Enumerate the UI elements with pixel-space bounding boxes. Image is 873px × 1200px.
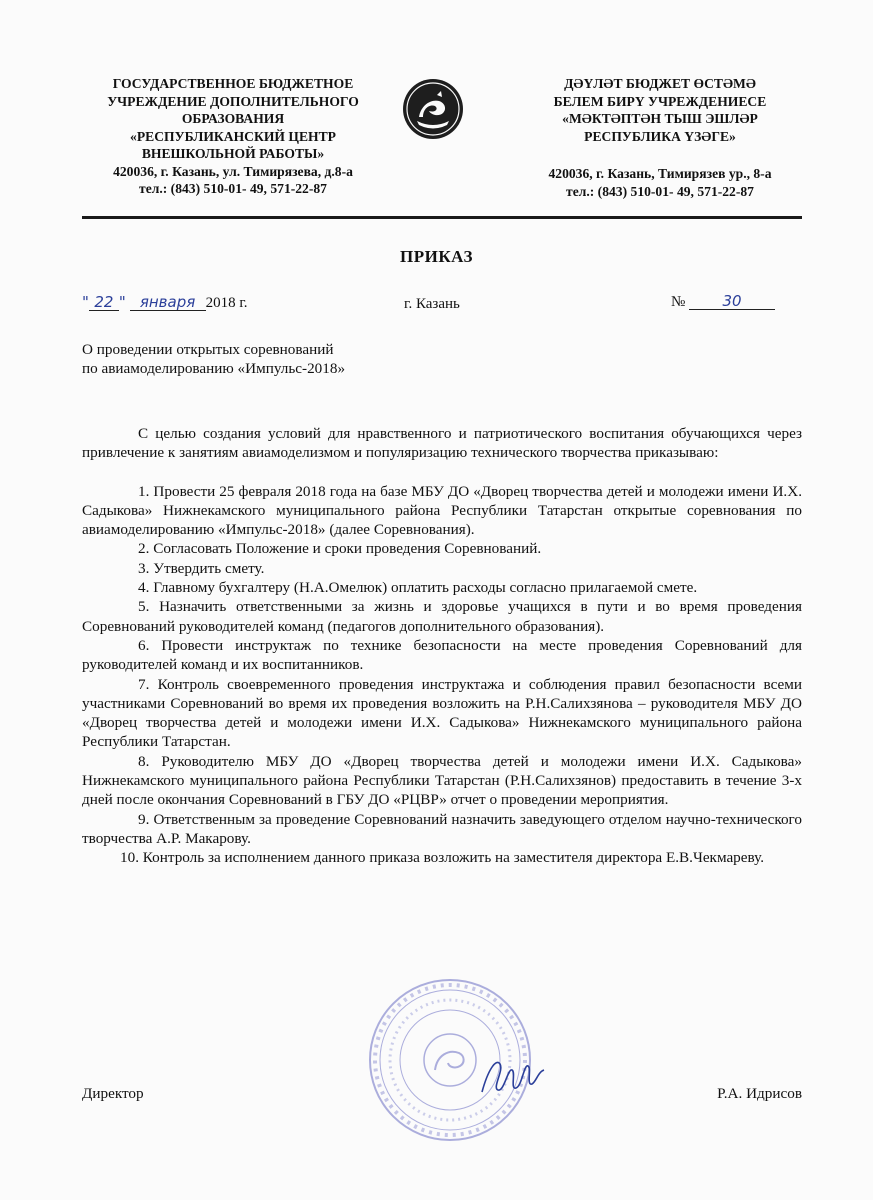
order-item: 1. Провести 25 февраля 2018 года на базе МБУ ДО «Дворец творчества детей и молодежи имени И.Х. Садыкова» Нижнекамского муниципального района Республики Татарстан открытые соревнования по авиамоделированию «Импульс-2018» (далее Соревнования). xyxy=(82,482,802,539)
order-item: 6. Провести инструктаж по технике безопасности на месте проведения Соревнований для руководителей команд и их воспитанников. xyxy=(82,636,802,674)
order-item: 5. Назначить ответственными за жизнь и здоровье учащихся в пути и во время проведения Соревнований руководителей команд (педагогов дополнительного образования). xyxy=(82,598,802,635)
date-quote-open: " xyxy=(82,293,89,311)
header-divider xyxy=(82,216,802,219)
subject-line: по авиамоделированию «Импульс-2018» xyxy=(82,360,346,377)
header-left-org xyxy=(78,75,388,198)
order-date xyxy=(82,293,248,312)
document-title: ПРИКАЗ xyxy=(400,247,473,266)
org-name-line: РЕСПУБЛИКА ҮЗӘГЕ» xyxy=(584,128,736,144)
org-phone: тел.: (843) 510-01- 49, 571-22-87 xyxy=(139,181,327,196)
signer-name: Р.А. Идрисов xyxy=(717,1085,802,1102)
order-item: 8. Руководителю МБУ ДО «Дворец творчества детей и молодежи имени И.Х. Садыкова» Нижнекамского муниципального района Республики Татарстан (Р.Н.Салихзянов) предоставить в течение 3-х дней после окончания Соревнований в ГБУ ДО «РЦВР» отчет о проведении мероприятия. xyxy=(82,752,802,809)
director-signature-icon xyxy=(478,1050,548,1100)
org-name-line: «РЕСПУБЛИКАНСКИЙ ЦЕНТР xyxy=(130,128,336,144)
org-name-line: БЕЛЕМ БИРҮ УЧРЕЖДЕНИЕСЕ xyxy=(553,93,767,109)
order-item: 10. Контроль за исполнением данного приказа возложить на заместителя директора Е.В.Чекмареву. xyxy=(120,849,765,867)
order-item: 9. Ответственным за проведение Соревнований назначить заведующего отделом научно-технического творчества А.Р. Макарову. xyxy=(82,810,802,847)
order-city: г. Казань xyxy=(404,296,460,312)
date-quote-close: " xyxy=(118,293,126,311)
date-year: 2018 г. xyxy=(205,295,248,311)
date-day: 22 xyxy=(89,295,119,311)
order-subject xyxy=(82,340,345,378)
subject-line: О проведении открытых соревнований xyxy=(82,341,334,358)
date-month: января xyxy=(130,295,206,311)
order-item: 7. Контроль своевременного проведения инструктажа и соблюдения правил безопасности всеми участниками Соревнований во время их проведения возложить на Р.Н.Салихзянова – руководителя МБУ ДО «Дворец творчества детей и молодежи имени И.Х. Садыкова» Нижнекамского муниципального района Республики Татарстан. xyxy=(82,675,802,751)
org-name-line: ДӘҮЛӘТ БЮДЖЕТ ӨСТӘМӘ xyxy=(564,76,756,91)
order-intro: С целью создания условий для нравственного и патриотического воспитания обучающихся через привлечение к занятиям авиамоделизмом и популяризацию технического творчества приказываю: xyxy=(82,425,802,462)
order-number xyxy=(671,294,775,311)
order-item: 3. Утвердить смету. xyxy=(138,559,265,577)
org-name-line: «МӘКТӘПТӘН ТЫШ ЭШЛӘР xyxy=(562,111,758,126)
org-name-line: УЧРЕЖДЕНИЕ ДОПОЛНИТЕЛЬНОГО xyxy=(107,93,359,109)
header-right-org xyxy=(505,75,815,200)
org-name-line: ОБРАЗОВАНИЯ xyxy=(181,111,285,126)
org-name-line: ВНЕШКОЛЬНОЙ РАБОТЫ» xyxy=(141,146,325,161)
order-body xyxy=(82,424,802,868)
number-value: 30 xyxy=(689,294,775,310)
signer-role: Директор xyxy=(82,1085,144,1102)
org-name-line: ГОСУДАРСТВЕННОЕ БЮДЖЕТНОЕ xyxy=(112,76,354,91)
order-item: 4. Главному бухгалтеру (Н.А.Омелюк) оплатить расходы согласно прилагаемой смете. xyxy=(138,579,698,597)
org-address: 420036, г. Казань, ул. Тимирязева, д.8-а xyxy=(113,163,353,179)
org-address: 420036, г. Казань, Тимирязев ур., 8-а xyxy=(548,166,772,181)
org-phone: тел.: (843) 510-01- 49, 571-22-87 xyxy=(566,183,754,199)
order-item: 2. Согласовать Положение и сроки проведения Соревнований. xyxy=(138,540,542,558)
tatarstan-emblem-icon xyxy=(401,77,465,141)
number-label: № xyxy=(671,294,686,310)
